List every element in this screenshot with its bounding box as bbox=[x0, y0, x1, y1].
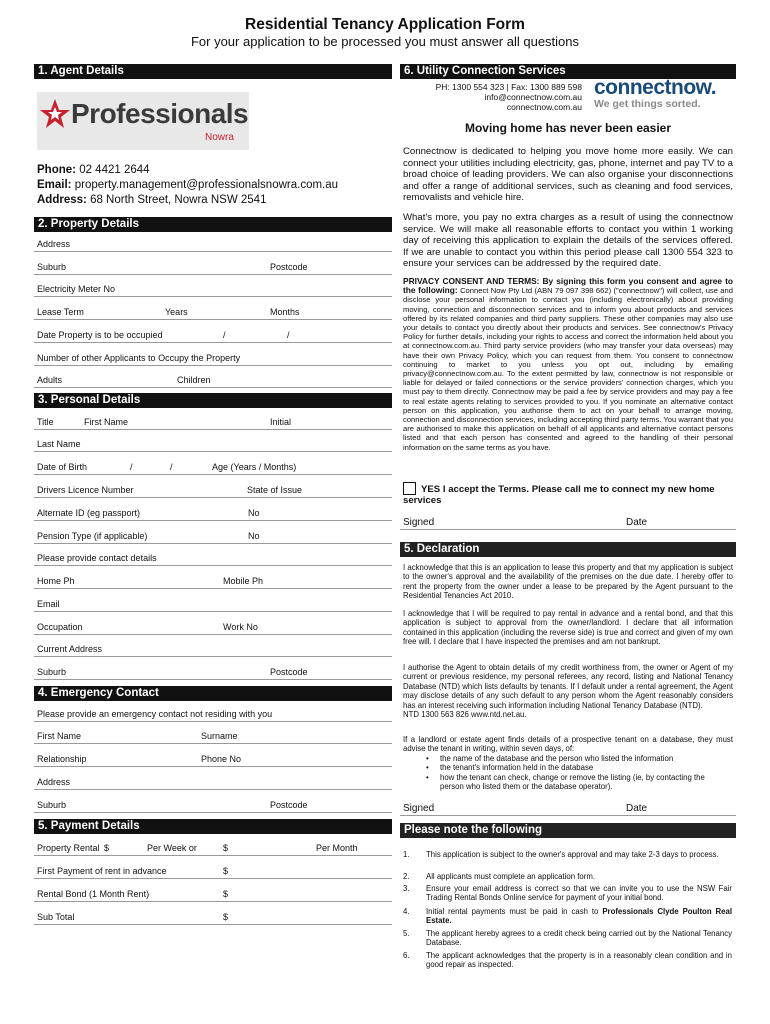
alternate-id-field[interactable]: Alternate ID (eg passport) No bbox=[34, 506, 392, 521]
note-item: 2. All applicants must complete an application form. bbox=[403, 872, 596, 881]
logo-subtext: Nowra bbox=[205, 132, 234, 143]
form-subtitle: For your application to be processed you must answer all questions bbox=[190, 34, 580, 49]
declaration-paragraph-2: I acknowledge that I will be required to pay rental in advance and a rental bond, and that this application is subject to approval from the owner/landlord. I declare that all information contained in this application (including the reverse side) is true and correct and given of my own free will. I declare that I have inspected the premises and am not bankrupt. bbox=[403, 609, 733, 647]
current-address-field[interactable]: Current Address bbox=[34, 642, 392, 657]
privacy-consent-text: PRIVACY CONSENT AND TERMS: By signing this form you consent and agree to the following: Connect Now Pty Ltd (ABN 79 097 398 662) ("connectnow") will collect, use and disclose your personal information to contact you (including electronically) about providing moving, connection and disconnection services and to inform you about products and services offered by its related companies and third party suppliers. These other companies may also use your details to contact you directly about their products and services. See connectnow's Privacy Policy for further details, including your rights to access and correct the information held about you at connectnow.com.au. Third party service providers (who may transfer your data overseas) may have their own Privacy Policy, which you can request from them. You consent to connectnow continuing to market to you unless you opt out, including by emailing privacy@connectnow.com.au. To the extent permitted by law, connectnow is not responsible or liable for delayed or failed connections or the service providers' connection charges, which you must pay to them directly. Connectnow may be paid a fee by service providers and may pay a fee to real estate agents relating to services provided to you. If you nominate an alternative contact person on this application, you authorise them to act on your behalf to arrange moving, connection and disconnection services, including accepting third party terms. You warrant that you are authorised to make this application on behalf of all applicants and alternative contact persons listed and that each person has consented and agreed to the handling of their personal information on the same terms as you have. bbox=[403, 276, 733, 452]
dob-field[interactable]: Date of Birth / / Age (Years / Months) bbox=[34, 460, 392, 475]
property-rental-field[interactable]: Property Rental $ Per Week or $ Per Month bbox=[34, 841, 392, 856]
licence-field[interactable]: Drivers Licence Number State of Issue bbox=[34, 483, 392, 498]
note-item: 4. Initial rental payments must be paid in cash to Professionals Clyde Poulton Real Estate. bbox=[403, 907, 732, 926]
declaration-signature-field[interactable]: Signed Date bbox=[400, 800, 736, 816]
phone-field[interactable]: Home Ph Mobile Ph bbox=[34, 574, 392, 589]
agent-email: Email: property.management@professionalsnowra.com.au bbox=[37, 179, 339, 191]
declaration-header: 5. Declaration bbox=[400, 542, 736, 557]
emergency-relationship-field[interactable]: Relationship Phone No bbox=[34, 752, 392, 767]
contact-details-label: Please provide contact details bbox=[34, 551, 392, 566]
logo-wordmark: Professionals bbox=[71, 98, 249, 129]
electricity-meter-field[interactable]: Electricity Meter No bbox=[34, 282, 392, 297]
connectnow-tagline: We get things sorted. bbox=[594, 98, 701, 110]
declaration-paragraph-4: If a landlord or estate agent finds details of a prospective tenant on a database, they must advise the tenant in writing, within seven days, of: bbox=[403, 735, 733, 754]
rental-bond-field[interactable]: Rental Bond (1 Month Rent) $ bbox=[34, 887, 392, 902]
note-item: 5. The applicant hereby agrees to a credit check being carried out by the National Tenancy Database. bbox=[403, 929, 732, 948]
pension-field[interactable]: Pension Type (if applicable) No bbox=[34, 529, 392, 544]
occupation-field[interactable]: Occupation Work No bbox=[34, 620, 392, 635]
accept-terms-label: YES I accept the Terms. Please call me to connect my new home services bbox=[403, 484, 715, 506]
declaration-paragraph-3: I authorise the Agent to obtain details of my credit worthiness from, the owner or Agent of my current or previous residence, my personal referees, any record, listing and National Tenancy Database (NTD) which lists defaults by tenants. If I default under a rental agreement, the Agent may disclose details of any such default to any person whom the Agent reasonably considers has an interest receiving such information including National Tenancy Database (NTD). NTD 1300 563 826 www.ntd.net.au. bbox=[403, 663, 733, 720]
emergency-address-field[interactable]: Address bbox=[34, 775, 392, 790]
payment-details-header: 5. Payment Details bbox=[34, 819, 392, 834]
form-title: Residential Tenancy Application Form bbox=[245, 16, 525, 33]
utility-services-header: 6. Utility Connection Services bbox=[400, 64, 736, 79]
connectnow-intro-paragraph: Connectnow is dedicated to helping you move home more easily. We can connect your utilities including electricity, gas, phone, internet and pay TV to a broad choice of leading providers. We can also organise your disconnections and offer a range of additional services, such as cleaning and food services, removalists and vehicle hire. bbox=[403, 146, 733, 203]
connectnow-website: connectnow.com.au bbox=[506, 102, 582, 112]
first-payment-field[interactable]: First Payment of rent in advance $ bbox=[34, 864, 392, 879]
note-item: 3. Ensure your email address is correct so that we can invite you to use the NSW Fair Trading Rental Bonds Online service for payment of your initial bond. bbox=[403, 884, 732, 903]
agent-address: Address: 68 North Street, Nowra NSW 2541 bbox=[37, 194, 267, 206]
date-occupied-field[interactable]: Date Property is to be occupied / / bbox=[34, 328, 392, 343]
please-note-header: Please note the following bbox=[400, 823, 736, 838]
property-details-header: 2. Property Details bbox=[34, 217, 392, 232]
emergency-name-field[interactable]: First Name Surname bbox=[34, 729, 392, 744]
list-item: • how the tenant can check, change or remove the listing (ie, by contacting the person who listed them or the database operator). bbox=[422, 773, 722, 792]
last-name-field[interactable]: Last Name bbox=[34, 437, 392, 452]
declaration-paragraph-1: I acknowledge that this is an application to lease this property and that my application is subject to the owner's approval and the availability of the premises on the due date. I hereby offer to rent the property from the owner under a lease to be prepared by the Agent pursuant to the Residential Tenancies Act 2010. bbox=[403, 563, 733, 601]
agent-phone: Phone: 02 4421 2644 bbox=[37, 164, 150, 176]
list-item: • the tenant's information held in the database bbox=[422, 763, 722, 772]
note-item: 1. This application is subject to the owner's approval and may take 2-3 days to process. bbox=[403, 850, 719, 859]
connectnow-contact-block bbox=[436, 82, 582, 112]
property-address-field[interactable]: Address bbox=[34, 237, 392, 252]
subtotal-field[interactable]: Sub Total $ bbox=[34, 910, 392, 925]
connectnow-charges-paragraph: What's more, you pay no extra charges as a result of using the connectnow service. We will make all reasonable efforts to contact you within 1 working day of receiving this application to explain the details of the services offered. If we are unable to contact you within this period please call 1300 554 323 to ensure your services can be addressed by the required date. bbox=[403, 212, 733, 269]
name-field[interactable]: Title First Name Initial bbox=[34, 415, 392, 430]
star-logo-icon bbox=[39, 98, 71, 130]
emergency-contact-header: 4. Emergency Contact bbox=[34, 686, 392, 701]
professionals-logo bbox=[37, 92, 249, 150]
declaration-bullet-list bbox=[422, 754, 722, 792]
personal-details-header: 3. Personal Details bbox=[34, 393, 392, 408]
connectnow-logo bbox=[594, 76, 736, 110]
lease-term-field[interactable]: Lease Term Years Months bbox=[34, 305, 392, 320]
emergency-intro: Please provide an emergency contact not residing with you bbox=[34, 707, 392, 722]
agent-details-header: 1. Agent Details bbox=[34, 64, 392, 79]
adults-children-field[interactable]: Adults Children bbox=[34, 373, 392, 388]
moving-home-heading: Moving home has never been easier bbox=[464, 121, 672, 135]
connectnow-email: info@connectnow.com.au bbox=[484, 92, 582, 102]
note-item: 6. The applicant acknowledges that the property is in a reasonably clean condition and in good repair as inspected. bbox=[403, 951, 732, 970]
connectnow-phone-fax: PH: 1300 554 323 | Fax: 1300 889 598 bbox=[435, 82, 582, 92]
current-suburb-field[interactable]: Suburb Postcode bbox=[34, 665, 392, 680]
list-item: • the name of the database and the person who listed the information bbox=[422, 754, 722, 763]
utility-signature-field[interactable]: Signed Date bbox=[400, 514, 736, 530]
property-suburb-field[interactable]: Suburb Postcode bbox=[34, 260, 392, 275]
emergency-suburb-field[interactable]: Suburb Postcode bbox=[34, 798, 392, 813]
email-field[interactable]: Email bbox=[34, 597, 392, 612]
num-applicants-field[interactable]: Number of other Applicants to Occupy the Property bbox=[34, 351, 392, 366]
connectnow-wordmark: connectnow. bbox=[594, 76, 717, 99]
